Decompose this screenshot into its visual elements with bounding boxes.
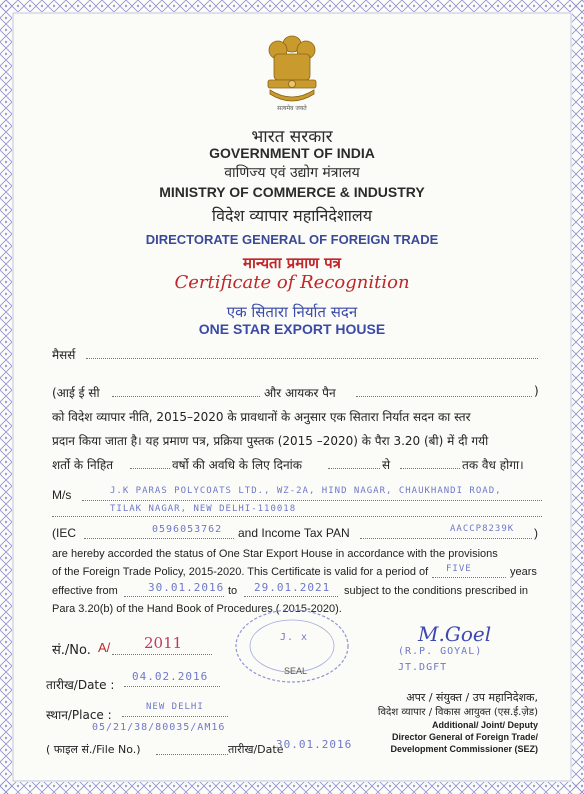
no-label: सं./No. [52,643,91,658]
company-line-1: J.K PARAS POLYCOATS LTD., WZ-2A, HIND NAGAR, CHAUKHANDI ROAD, [110,486,502,496]
pan-label: and Income Tax PAN [238,526,350,540]
dg-english: DIRECTORATE GENERAL OF FOREIGN TRADE [145,232,439,247]
file-label: ( फाइल सं./File No.) [46,743,141,756]
from-date-value: 30.01.2016 [148,581,225,594]
english-close-paren: ) [534,526,538,540]
years-hindi-blank [130,468,170,469]
no-blank [112,654,212,655]
place-value: NEW DELHI [146,702,204,712]
authority-english-3: Development Commissioner (SEZ) [390,744,538,754]
ms-label: M/s [52,488,72,502]
ministry-english: MINISTRY OF COMMERCE & INDUSTRY [159,184,425,200]
national-emblem-icon [262,30,322,108]
english-line-1: are hereby accorded the status of One Star Export House in accordance with the provisions [52,548,498,560]
to-date-blank [244,596,338,597]
file-date-value: 30.01.2016 [276,738,353,751]
from-date-blank [124,596,224,597]
english-line-3c: subject to the conditions prescribed in [344,585,529,597]
english-line-3b: to [228,585,238,597]
place-label: स्थान/Place : [46,708,112,722]
authority-hindi-2: विदेश व्यापार / विकास आयुक्त (एस.ई.ज़ेड) [377,707,538,718]
authority-english-1: Additional/ Joint/ Deputy [432,720,538,730]
period-blank [432,577,506,578]
iec-value: 0596053762 [152,524,223,535]
no-value: 2011 [144,634,183,652]
file-number-value: 05/21/38/80035/AM16 [92,722,226,733]
from-hindi-blank [328,468,380,469]
authority-hindi-1: अपर / संयुक्त / उप महानिदेशक, [406,691,538,704]
date-blank [124,686,220,687]
signer-title: JT.DGFT [398,662,448,673]
to-date-value: 29.01.2021 [254,581,331,594]
to-hindi-blank [400,468,460,469]
iec-hindi-blank [112,396,260,397]
no-prefix: A/ [98,640,111,655]
cert-english-title: Certificate of Recognition [174,272,410,293]
iec-label: (IEC [52,526,76,540]
iec-hindi-label: (आई ई सी [52,386,100,400]
hindi-line-3d: तक वैध होगा। [462,458,524,472]
place-blank [122,716,228,717]
status-hindi: एक सितारा निर्यात सदन [226,303,358,321]
pan-blank [360,538,532,539]
pan-hindi-label: और आयकर पैन [264,386,336,400]
file-date-label: तारीख/Date [228,743,284,756]
gov-english: GOVERNMENT OF INDIA [209,145,375,161]
english-line-2b: years [510,566,537,578]
emblem-motto: सत्यमेव जयते [277,105,307,112]
hindi-line-3c: से [382,458,391,472]
iec-blank [84,538,234,539]
status-english: ONE STAR EXPORT HOUSE [198,321,386,337]
signature: M.Goel [418,622,492,646]
company-blank-2 [52,516,542,517]
period-value: FIVE [446,564,472,574]
date-value: 04.02.2016 [132,670,209,683]
messrs-label: मैसर्स [52,348,76,362]
file-blank [156,754,228,755]
cert-hindi-title: मान्यता प्रमाण पत्र [243,254,341,272]
messrs-blank [86,358,538,359]
english-line-4: Para 3.20(b) of the Hand Book of Procedures ( 2015-2020). [52,603,342,615]
dg-hindi: विदेश व्यापार महानिदेशालय [211,206,373,225]
signer-name: (R.P. GOYAL) [398,646,483,657]
pan-value: AACCP8239K [450,524,515,534]
hindi-close-paren: ) [534,384,539,398]
company-line-2: TILAK NAGAR, NEW DELHI-110018 [110,504,297,514]
date-label: तारीख/Date : [46,678,115,692]
english-line-2a: of the Foreign Trade Policy, 2015-2020. This Certificate is valid for a period of [52,566,429,578]
authority-english-2: Director General of Foreign Trade/ [391,732,538,742]
company-blank-1 [82,500,542,501]
hindi-line-3a: शर्तो के निहित [52,458,114,472]
ministry-hindi: वाणिज्य एवं उद्योग मंत्रालय [224,165,360,181]
pan-hindi-blank [356,396,532,397]
hindi-line-1: को विदेश व्यापार नीति, 2015–2020 के प्रावधानों के अनुसार एक सितारा निर्यात सदन का स्तर [52,410,471,424]
hindi-line-2: प्रदान किया जाता है। यह प्रमाण पत्र, प्रक्रिया पुस्तक (2015 –2020) के पैरा 3.20 (बी) में दी गयी [52,434,489,448]
seal-label: SEAL [284,666,308,676]
seal-inner-text: J. x [280,632,309,643]
gov-hindi: भारत सरकार [251,127,333,147]
hindi-line-3b: वर्षो की अवधि के लिए दिनांक [172,458,303,472]
english-line-3a: effective from [52,585,118,597]
